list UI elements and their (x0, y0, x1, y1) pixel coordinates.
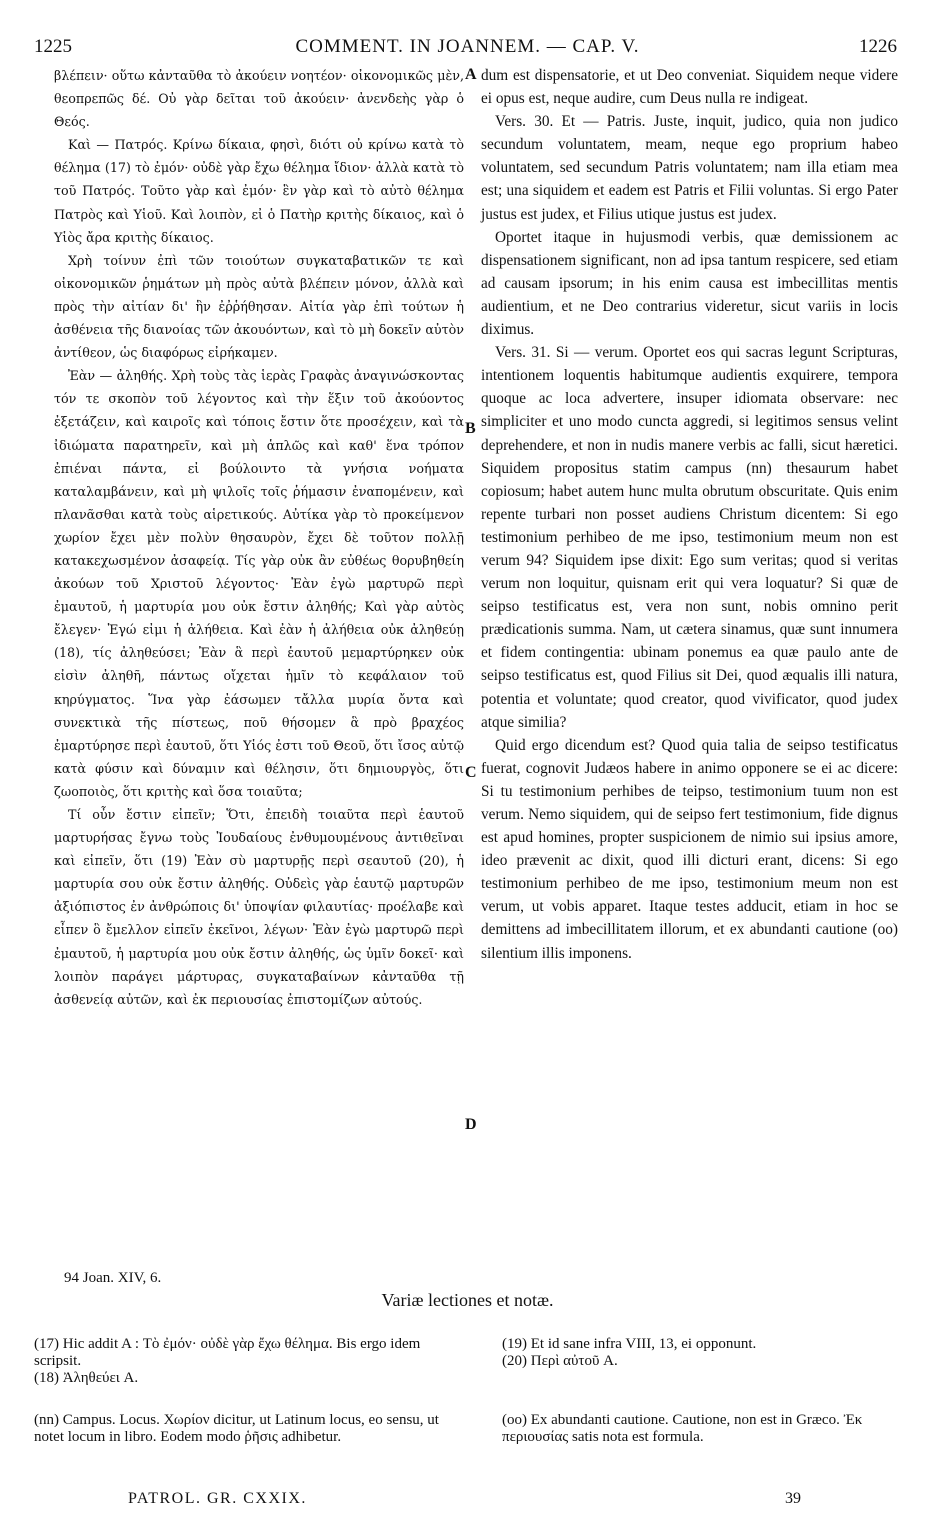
running-header (0, 36, 935, 58)
note-oo-text: (oo) Ex abundanti cautione. Cautione, non est in Græco. Ἐκ περιουσίας satis nota est formula. (502, 1412, 863, 1445)
greek-paragraph-1: βλέπειν· οὕτω κἀνταῦθα τὸ ἀκούειν νοητέον· οἰκονομικῶς μὲν, θεοπρεπῶς δέ. Οὐ γὰρ δεῖται τοῦ ἀκούειν· ἀνενδεὴς γὰρ ὁ Θεός. (54, 68, 464, 130)
variant-notes-right (502, 1336, 902, 1370)
latin-paragraph-4: Vers. 31. Si — verum. Oportet eos qui sacras legunt Scripturas, intentionem loquentis habitumque audientis exquirere, tempora quoque ac loca advertere, insuper idiomata observare: nec simpliciter et uno modo cuncta aggredi, si legitimos sensus velint deprehendere, et non in nudis manere verbis ac falli, sicut hæretici. Siquidem propositus statim campus (nn) thesaurum habet copiosum; habet autem hunc multa obrutum obscuritate. Quis enim repente turbari non posset audiens Christum dicentem: Si ego testimonium perhibeo de me ipso, testimonium meum non est verum 94? Siquidem ipse dixit: Ego sum veritas; quod si veritas verum non loquitur, quisnam erit qui vera loquatur? Si quæ de seipso testificatus est, vera non sunt, nobis omnino perit prædicationis summa. Nam, ut cætera sinamus, quæ sunt innumera et fidem contingentia: ubinam ponemus ea quæ paulo ante de seipso testificatus est, quod Filius sit Dei, quod æqualis illi natura, potentia et voluntate; quod creator, quod vivificator, quod judex atque similia? (481, 344, 898, 731)
margin-marker-b: B (465, 420, 476, 437)
page-number-right: 1226 (859, 36, 897, 57)
greek-paragraph-4: Ἐὰν — ἀληθής. Χρὴ τοὺς τὰς ἱερὰς Γραφὰς ἀναγινώσκοντας τόν τε σκοπὸν τοῦ λέγοντος καὶ τὴν ἕξιν τοῦ ἀκούοντος ἐξετάζειν, καὶ καιροῖς καὶ τόποις ἔστιν ὅτε προσέχειν, καὶ τὰ ἰδιώματα παρατηρεῖν, καὶ μὴ ἁπλῶς καὶ καθ' ἕνα τρόπον ἐπιέναι πάντα, εἰ βούλοιντο τὰ γνήσια νοήματα καταλαμβάνειν, καὶ μὴ ψιλοῖς τοῖς ῥήμασιν ἐναπομένειν, καὶ πλανᾶσθαι κατὰ τοὺς αἱρετικούς. Αὐτίκα γὰρ τὸ προκείμενον χωρίον ἔχει μὲν πολὺν θησαυρὸν, ἔχει δὲ τοῦτον πολλῇ κατακεχωσμένον ἀσαφείᾳ. Τίς γὰρ οὐκ ἂν εὐθέως θορυβηθείη ἀκούων τοῦ Χριστοῦ λέγοντος· Ἐὰν ἐγὼ μαρτυρῶ περὶ ἐμαυτοῦ, ἡ μαρτυρία μου οὐκ ἔστιν ἀληθής; Καὶ γὰρ αὐτὸς ἔλεγεν· Ἐγώ εἰμι ἡ ἀλήθεια. Καὶ ἐὰν ἡ ἀλήθεια οὐκ ἀληθεύῃ (18), τίς ἀληθεύσει; Ἐὰν ἃ περὶ ἑαυτοῦ μεμαρτύρηκεν οὐκ εἰσὶν ἀληθῆ, πάντως οἴχεται ἡμῖν τὸ κεφάλαιον τοῦ κηρύγματος. Ἵνα γὰρ ἐάσωμεν τἄλλα μυρία ὄντα καὶ συνεκτικὰ τῆς πίστεως, ποῦ θήσομεν ἃ πρὸ βραχέος ἐμαρτύρησε περὶ ἑαυτοῦ, ὅτι Υἱός ἐστι τοῦ Θεοῦ, ὅτι ἴσος αὐτῷ κατὰ φύσιν καὶ δύναμιν καὶ θέλησιν, ὅτι δημιουργὸς, ὅτι ζωοποιὸς, ὅτι κριτὴς καὶ ὅσα τοιαῦτα; (54, 368, 464, 799)
note-oo (502, 1412, 902, 1446)
variant-note-17: (17) Hic addit A : Τὸ ἐμόν· οὐδὲ γὰρ ἔχω θέλημα. Bis ergo idem scripsit. (34, 1336, 421, 1369)
variant-note-20: (20) Περὶ αὐτοῦ A. (502, 1353, 618, 1369)
page-number-left: 1225 (34, 36, 72, 57)
running-title: COMMENT. IN JOANNEM. — CAP. V. (295, 36, 640, 57)
greek-paragraph-5: Τί οὖν ἔστιν εἰπεῖν; Ὅτι, ἐπειδὴ τοιαῦτα περὶ ἑαυτοῦ μαρτυρήσας ἔγνω τοὺς Ἰουδαίους ἐνθυμουμένους ἀντιθεῖναι καὶ εἰπεῖν, ὅτι (19) Ἐὰν σὺ μαρτυρῇς περὶ σεαυτοῦ (20), ἡ μαρτυρία σου οὐκ ἔστιν ἀληθής. Οὐδεὶς γὰρ ἑαυτῷ μαρτυρῶν ἀξιόπιστος ἐν ἀνθρώποις δι' ὑποψίαν φιλαυτίας· προέλαβε καὶ εἶπεν ὃ ἔμελλον εἰπεῖν ἐκεῖνοι, λέγων· Ἐὰν ἐγὼ μαρτυρῶ περὶ ἐμαυτοῦ, ἡ μαρτυρία μου οὐκ ἔστιν ἀληθής, ὡς ὑμῖν δοκεῖ· καὶ λοιπὸν παράγει μάρτυρας, συγκαταβαίνων κἀνταῦθα τῇ ἀσθενείᾳ αὐτῶν, καὶ ἐκ περιουσίας ἐπιστομίζων αὐτούς. (54, 807, 464, 1007)
margin-marker-c: C (465, 764, 477, 781)
margin-marker-d: D (465, 1116, 477, 1133)
variant-note-19: (19) Et id sane infra VIII, 13, ei opponunt. (502, 1336, 757, 1352)
latin-paragraph-5: Quid ergo dicendum est? Quod quia talia de seipso testificatus fuerat, cognovit Judæos habere in animo opponere se ei ac dicere: Si tu testimonium perhibes de teipso, testimonium tuum non est verum. Nemo siquidem, qui de seipso fert testimonium, fide dignus est apud homines, propter suspicionem de nimio sui ipsius amore, ideo prævenit ac dixit, quod illi dicturi erant, dicens: Si ego testimonium perhibeo de me ipso, testimonium meum non est verum, ut vobis apparet. Itaque testes adducit, etiam in hoc se demittens ad imbecillitatem illorum, et ex abundanti cautione (oo) silentium illis imponens. (481, 736, 898, 962)
variant-notes-left (34, 1336, 460, 1387)
greek-paragraph-3: Χρὴ τοίνυν ἐπὶ τῶν τοιούτων συγκαταβατικῶν τε καὶ οἰκονομικῶν ῥημάτων μὴ πρὸς αὐτὰ βλέπειν μόνον, ἀλλὰ καὶ πρὸς τὴν αἰτίαν δι' ἣν ἐῤῥήθησαν. Αἰτία γὰρ ἐπὶ τούτων ἡ ἀσθένεια τῆς διανοίας τῶν ἀκουόντων, καὶ τὸ μὴ δοκεῖν αὐτὸν ἀντίθεον, ὡς διαφόρως εἰρήκαμεν. (54, 252, 464, 361)
latin-paragraph-3: Oportet itaque in hujusmodi verbis, quæ demissionem ac dispensationem significant, non ad ipsa tantum respicere, sed etiam ad causam ipsorum; in his enim causa est imbecillitas mentis audientium, et ne Deo contrarius videretur, sicut variis in locis diximus. (481, 228, 898, 339)
latin-paragraph-1: dum est dispensatorie, et ut Deo conveniat. Siquidem neque videre ei opus est, neque audire, cum Deus nulla re indigeat. (481, 67, 898, 108)
footer-signature: 39 (785, 1490, 801, 1507)
latin-paragraph-2: Vers. 30. Et — Patris. Juste, inquit, judico, quia non judico secundum voluntatem, meam, neque ego proprium habeo voluntatem, sed secundum Patris voluntatem; nam illa etiam mea est; una siquidem et eadem est Patris et Filii voluntas. Si ergo Pater justus est judex, et Filius utique justus est judex. (481, 113, 898, 223)
latin-column (481, 64, 898, 965)
footer-series: PATROL. GR. CXXIX. (128, 1490, 307, 1507)
margin-marker-a: A (465, 66, 477, 83)
greek-paragraph-2: Καὶ — Πατρός. Κρίνω δίκαια, φησὶ, διότι οὐ κρίνω κατὰ τὸ θέλημα (17) τὸ ἐμόν· οὐδὲ γὰρ ἔχω θέλημα ἴδιον· ἀλλὰ κατὰ τὸ τοῦ Πατρός. Τοῦτο γὰρ καὶ ἐμόν· ἓν γὰρ καὶ τὸ αὐτὸ θέλημα Πατρὸς καὶ Υἱοῦ. Καὶ λοιπὸν, εἰ ὁ Πατὴρ κριτὴς δίκαιος, καὶ ὁ Υἱὸς ἄρα κριτὴς δίκαιος. (54, 137, 464, 245)
footnote-reference: 94 Joan. XIV, 6. (64, 1270, 162, 1286)
note-nn (34, 1412, 460, 1446)
greek-column (54, 64, 464, 1011)
variants-title: Variæ lectiones et notæ. (381, 1290, 554, 1310)
note-nn-text: (nn) Campus. Locus. Χωρίον dicitur, ut Latinum locus, eo sensu, ut notet locum in libro. Eodem modo ῥῆσις adhibetur. (34, 1412, 439, 1445)
variant-note-18: (18) Ἀληθεύει A. (34, 1370, 139, 1386)
